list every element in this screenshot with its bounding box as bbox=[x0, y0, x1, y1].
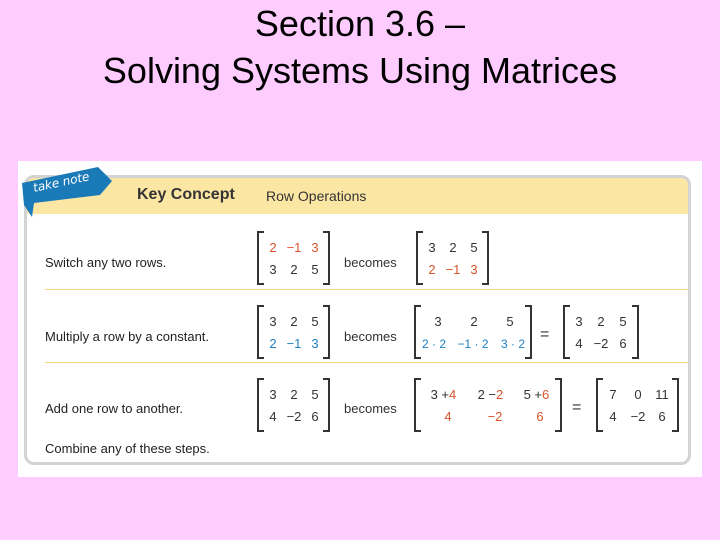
matrix-cell: 3 bbox=[428, 240, 436, 255]
matrix-cell: 4 bbox=[449, 387, 457, 402]
matrix-switch-before bbox=[257, 231, 330, 285]
title-line-1: Section 3.6 – bbox=[254, 3, 466, 44]
bracket-serif bbox=[525, 357, 530, 359]
bracket-serif bbox=[672, 378, 677, 380]
matrix-cell: 5 + bbox=[523, 387, 542, 402]
take-note-banner bbox=[20, 161, 128, 217]
matrix-cell: 3 bbox=[434, 314, 442, 329]
bracket-serif bbox=[482, 231, 487, 233]
matrix-cell: −2 bbox=[630, 409, 646, 424]
key-concept-card bbox=[24, 175, 691, 465]
matrix-cell: 2 bbox=[597, 314, 605, 329]
bracket-serif bbox=[672, 430, 677, 432]
bracket-serif bbox=[323, 430, 328, 432]
matrix-cell: 6 bbox=[311, 409, 319, 424]
row-operations-image bbox=[18, 161, 702, 477]
bracket-serif bbox=[323, 378, 328, 380]
matrix-cell: 2 bbox=[428, 262, 436, 277]
bracket-serif bbox=[323, 357, 328, 359]
equals-sign: = bbox=[572, 399, 582, 416]
bracket-serif bbox=[259, 378, 264, 380]
bracket-serif bbox=[418, 283, 423, 285]
matrix-cell: 3 bbox=[575, 314, 583, 329]
matrix-cell: 5 bbox=[619, 314, 627, 329]
matrix-cell: 2 − bbox=[477, 387, 496, 402]
multiply-row-label: Multiply a row by a constant. bbox=[45, 329, 210, 344]
matrix-cell: 2 bbox=[449, 240, 457, 255]
becomes-label: becomes bbox=[344, 255, 397, 270]
bracket-serif bbox=[632, 357, 637, 359]
combine-steps-label: Combine any of these steps. bbox=[45, 441, 210, 456]
matrix-cell: 5 bbox=[470, 240, 478, 255]
bracket-serif bbox=[259, 357, 264, 359]
matrix-cell: 3 · 2 bbox=[500, 337, 525, 351]
matrix-cell: 6 bbox=[536, 409, 544, 424]
bracket-serif bbox=[555, 378, 560, 380]
take-note-text: take note bbox=[31, 169, 91, 195]
matrix-cell: 3 bbox=[269, 262, 277, 277]
matrix-multiply-result bbox=[563, 305, 639, 359]
matrix-cell: 5 bbox=[311, 314, 319, 329]
matrix-cell: −1 bbox=[286, 240, 302, 255]
bracket-serif bbox=[525, 305, 530, 307]
bracket-serif bbox=[598, 430, 603, 432]
matrix-cell: 6 bbox=[619, 336, 627, 351]
matrix-cell: 4 bbox=[575, 336, 583, 351]
matrix-cell: 3 bbox=[311, 240, 319, 255]
bracket-serif bbox=[565, 357, 570, 359]
bracket-serif bbox=[416, 305, 421, 307]
matrix-add-result bbox=[596, 378, 679, 432]
matrix-cell: 2 bbox=[269, 336, 277, 351]
title-line-2: Solving Systems Using Matrices bbox=[102, 50, 618, 91]
bracket-serif bbox=[259, 283, 264, 285]
matrix-cell: −2 bbox=[286, 409, 302, 424]
bracket-serif bbox=[482, 283, 487, 285]
bracket-serif bbox=[416, 378, 421, 380]
matrix-cell: 2 bbox=[290, 314, 298, 329]
matrix-cell: −1 · 2 bbox=[457, 337, 489, 351]
matrix-cell: 6 bbox=[658, 409, 666, 424]
matrix-cell: −2 bbox=[487, 409, 503, 424]
row-operations-subtitle: Row Operations bbox=[266, 188, 367, 204]
becomes-label: becomes bbox=[344, 401, 397, 416]
matrix-cell: 3 bbox=[311, 336, 319, 351]
bracket-serif bbox=[632, 305, 637, 307]
matrix-cell: 2 bbox=[290, 387, 298, 402]
bracket-serif bbox=[259, 305, 264, 307]
matrix-cell: 6 bbox=[542, 387, 550, 402]
divider bbox=[45, 289, 691, 290]
bracket-serif bbox=[323, 231, 328, 233]
matrix-cell: 4 bbox=[269, 409, 277, 424]
matrix-cell: 5 bbox=[311, 262, 319, 277]
matrix-cell: 11 bbox=[655, 387, 669, 402]
matrix-cell: 2 bbox=[290, 262, 298, 277]
matrix-cell: −1 bbox=[286, 336, 302, 351]
matrix-add-step bbox=[414, 378, 562, 432]
matrix-cell: 3 bbox=[269, 314, 277, 329]
bracket-serif bbox=[598, 378, 603, 380]
bracket-serif bbox=[565, 305, 570, 307]
add-row-label: Add one row to another. bbox=[45, 401, 184, 416]
matrix-cell: 2 bbox=[269, 240, 277, 255]
slide-title bbox=[0, 0, 720, 94]
matrix-cell: 2 · 2 bbox=[421, 337, 446, 351]
switch-rows-label: Switch any two rows. bbox=[45, 255, 167, 270]
matrix-cell: 3 bbox=[470, 262, 478, 277]
matrix-cell: 2 bbox=[496, 387, 504, 402]
bracket-serif bbox=[416, 430, 421, 432]
matrix-cell: −1 bbox=[445, 262, 461, 277]
matrix-cell: 4 bbox=[609, 409, 617, 424]
becomes-label: becomes bbox=[344, 329, 397, 344]
bracket-serif bbox=[259, 231, 264, 233]
bracket-serif bbox=[323, 305, 328, 307]
matrix-cell: 2 bbox=[470, 314, 478, 329]
matrix-multiply-step bbox=[414, 305, 532, 359]
matrix-multiply-before bbox=[257, 305, 330, 359]
matrix-cell: 4 bbox=[444, 409, 452, 424]
key-concept-heading: Key Concept bbox=[137, 186, 235, 203]
matrix-cell: 7 bbox=[609, 387, 617, 402]
matrix-cell: 5 bbox=[506, 314, 514, 329]
bracket-serif bbox=[323, 283, 328, 285]
bracket-serif bbox=[555, 430, 560, 432]
matrix-cell: 5 bbox=[311, 387, 319, 402]
matrix-add-before bbox=[257, 378, 330, 432]
matrix-cell: 3 bbox=[269, 387, 277, 402]
bracket-serif bbox=[416, 357, 421, 359]
bracket-serif bbox=[259, 430, 264, 432]
matrix-switch-after bbox=[416, 231, 489, 285]
bracket-serif bbox=[418, 231, 423, 233]
divider bbox=[45, 362, 691, 363]
matrix-cell: −2 bbox=[593, 336, 609, 351]
equals-sign: = bbox=[540, 326, 550, 343]
matrix-cell: 0 bbox=[634, 387, 642, 402]
matrix-cell: 3 + bbox=[430, 387, 449, 402]
